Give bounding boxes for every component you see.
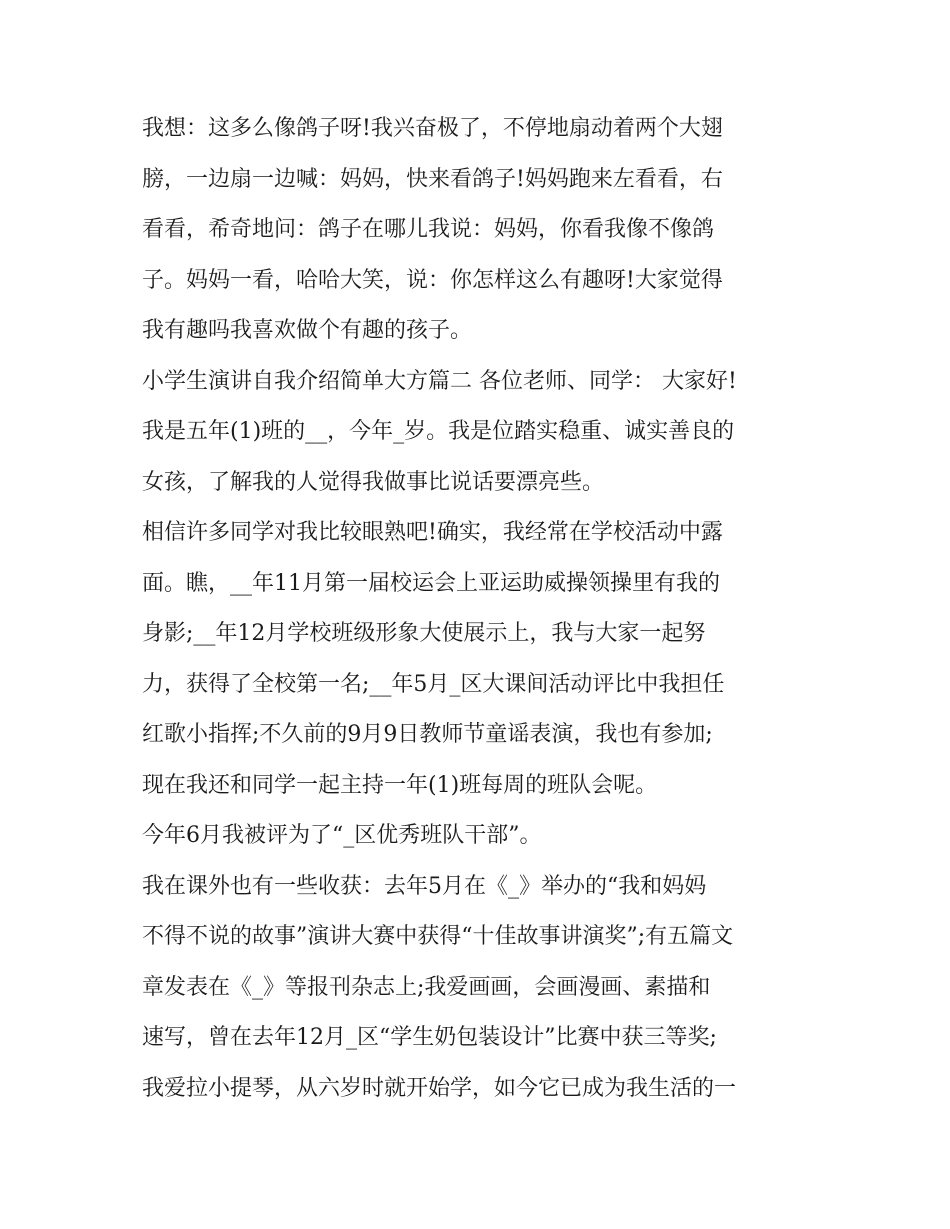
section-heading-line: 小学生演讲自我介绍简单大方篇二 各位老师、同学： 大家好! xyxy=(142,368,737,394)
text-line: 红歌小指挥;不久前的9月9日教师节童谣表演，我也有参加; xyxy=(142,722,713,747)
text-line: 章发表在《_》等报刊杂志上;我爱画画，会画漫画、素描和 xyxy=(142,974,711,1000)
text-line: 力，获得了全校第一名;__年5月_区大课间活动评比中我担任 xyxy=(142,671,725,697)
text-line: 女孩，了解我的人觉得我做事比说话要漂亮些。 xyxy=(142,469,605,495)
text-line: 看看，希奇地问：鸽子在哪儿我说：妈妈，你看我像不像鸽 xyxy=(142,217,715,242)
text-line: 相信许多同学对我比较眼熟吧!确实，我经常在学校活动中露 xyxy=(142,520,723,545)
text-line: 膀，一边扇一边喊：妈妈，快来看鸽子!妈妈跑来左看看，右 xyxy=(142,166,723,192)
text-line: 我是五年(1)班的__，今年_岁。我是位踏实稳重、诚实善良的 xyxy=(142,419,735,444)
text-line: 现在我还和同学一起主持一年(1)班每周的班队会呢。 xyxy=(142,772,658,798)
text-line: 子。妈妈一看，哈哈大笑，说：你怎样这么有趣呀!大家觉得 xyxy=(142,267,723,293)
text-line: 我有趣吗我喜欢做个有趣的孩子。 xyxy=(142,318,473,343)
text-line: 我想：这多么像鸽子呀!我兴奋极了，不停地扇动着两个大翅 xyxy=(142,116,723,141)
text-line: 不得不说的故事”演讲大赛中获得“十佳故事讲演奖”;有五篇文 xyxy=(142,924,734,949)
text-line: 面。瞧，__年11月第一届校运会上亚运助威操领操里有我的 xyxy=(142,570,720,596)
text-line: 速写，曾在去年12月_区“学生奶包装设计”比赛中获三等奖; xyxy=(142,1025,717,1050)
text-line: 我在课外也有一些收获：去年5月在《_》举办的“我和妈妈 xyxy=(142,873,707,899)
text-line: 今年6月我被评为了“_区优秀班队干部”。 xyxy=(142,823,542,848)
document-body xyxy=(142,104,814,1114)
text-line: 我爱拉小提琴，从六岁时就开始学，如今它已成为我生活的一 xyxy=(142,1075,737,1101)
text-line: 身影;__年12月学校班级形象大使展示上，我与大家一起努 xyxy=(142,621,706,646)
